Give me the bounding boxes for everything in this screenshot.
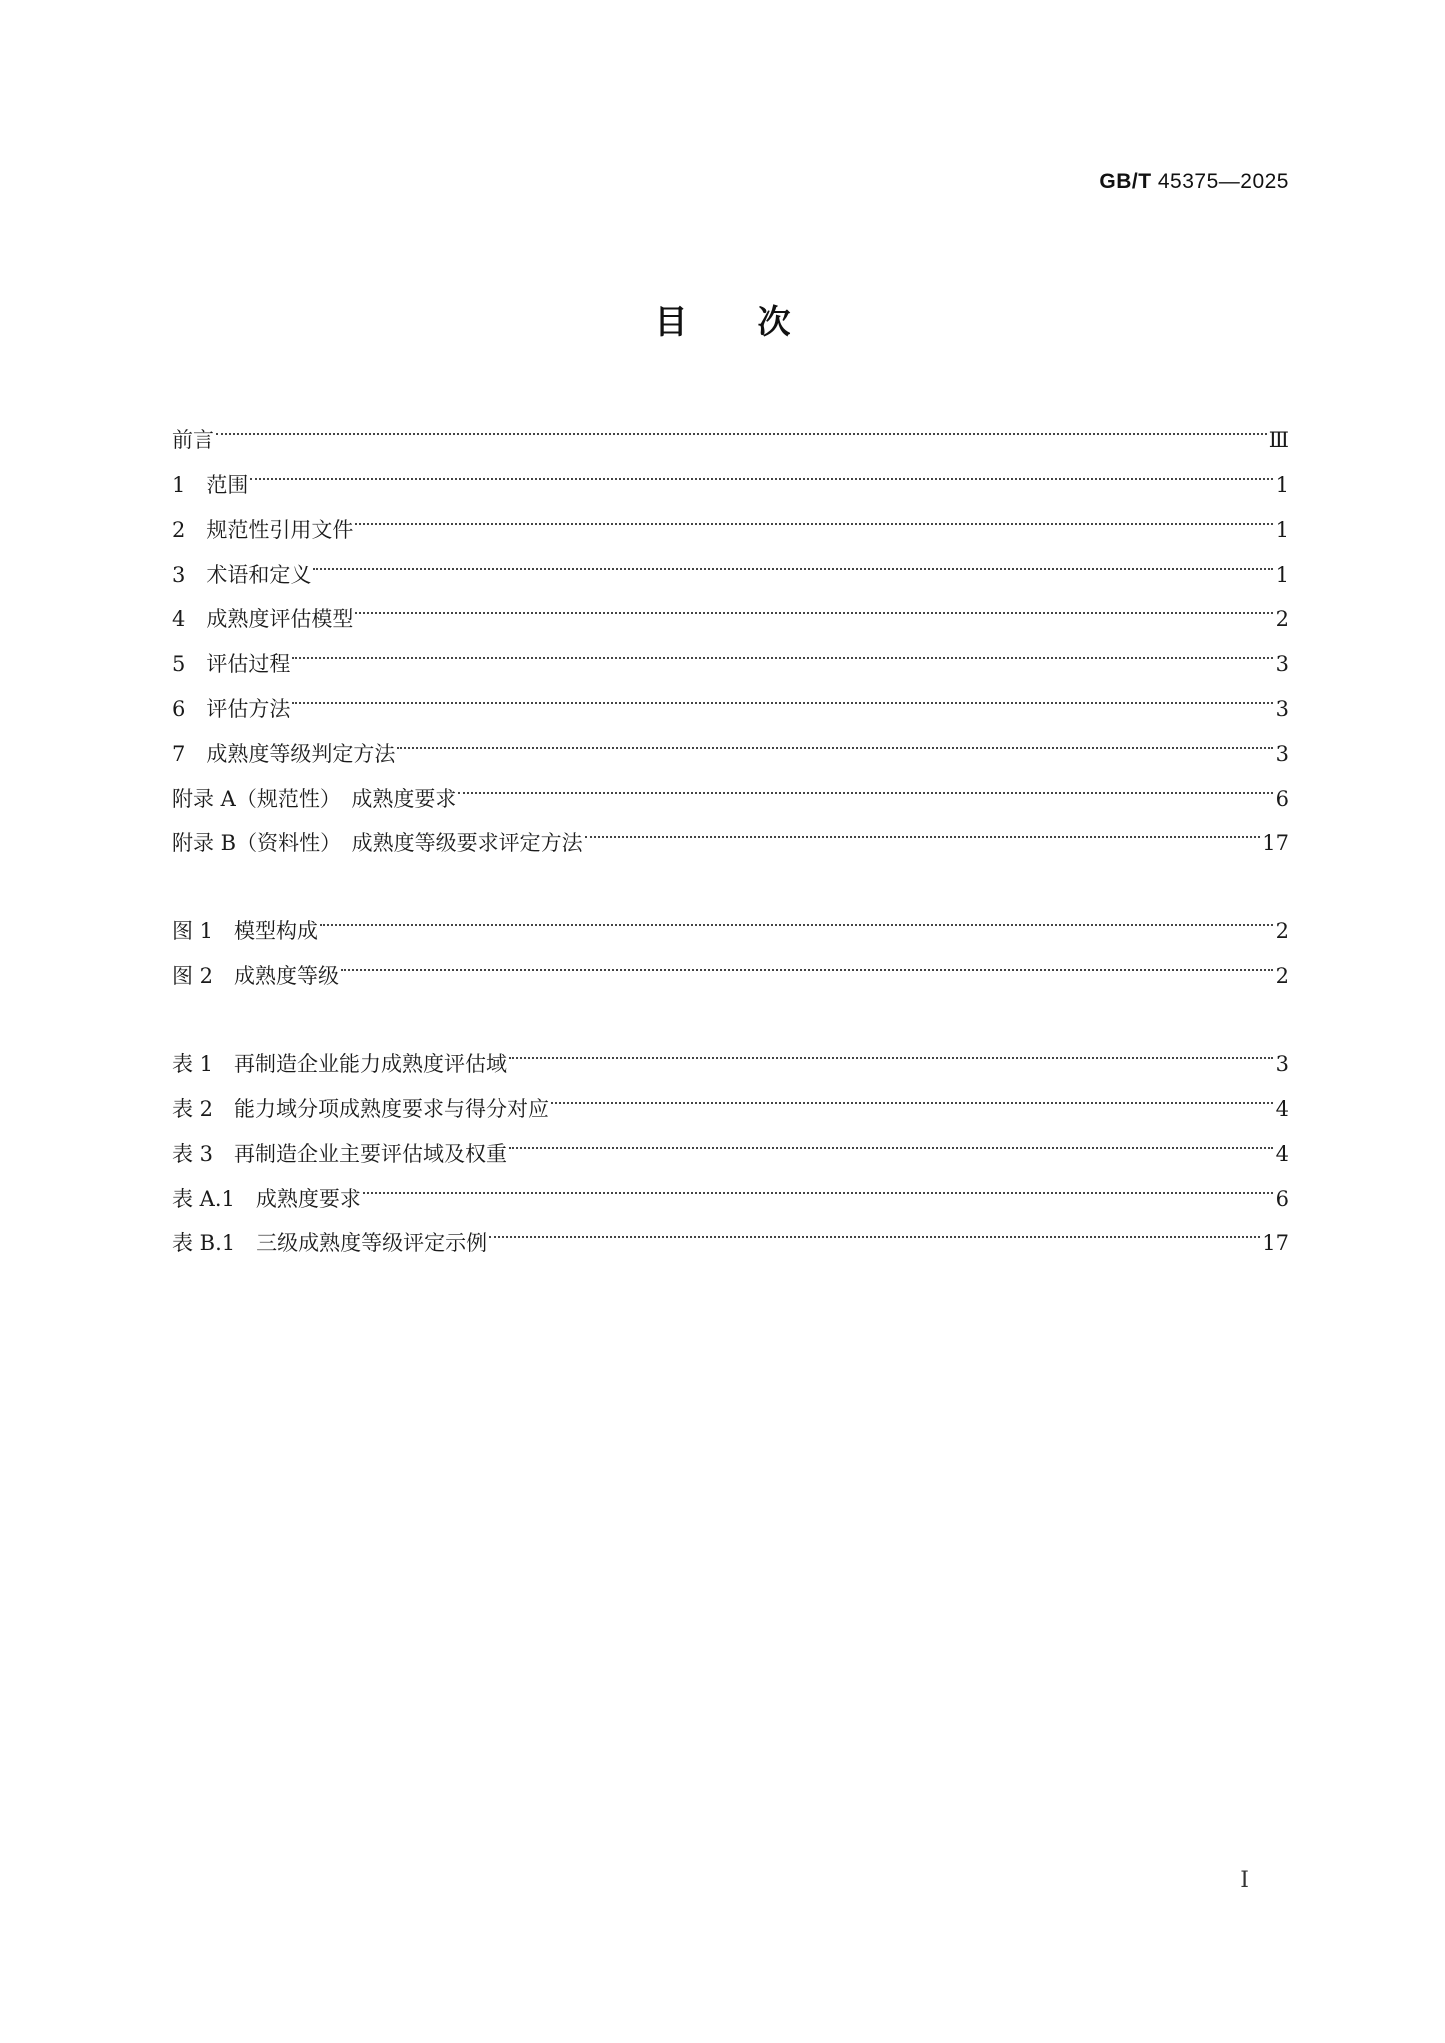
- toc-leader-dots: [489, 1216, 1260, 1250]
- toc-entry-scope[interactable]: [172, 458, 1289, 497]
- toc-entry-page: 1: [1275, 518, 1289, 542]
- toc-entry-foreword[interactable]: [172, 413, 1289, 452]
- toc-entry-page: 3: [1275, 742, 1289, 766]
- toc-entry-label: 图 1 模型构成: [172, 919, 319, 943]
- toc-entry-label: 附录 A（规范性） 成熟度要求: [172, 787, 457, 811]
- toc-entry-label: 表 3 再制造企业主要评估域及权重: [172, 1142, 508, 1166]
- toc-entry-table-1[interactable]: [172, 1037, 1289, 1076]
- toc-entry-label: 表 2 能力域分项成熟度要求与得分对应: [172, 1097, 550, 1121]
- toc-entry-label: 1 范围: [172, 473, 249, 497]
- toc-entry-table-b1[interactable]: [172, 1216, 1289, 1255]
- page-title: 目次: [654, 302, 861, 341]
- toc-leader-dots: [250, 458, 1273, 492]
- toc-entry-label: 5 评估过程: [172, 652, 291, 676]
- toc-entry-assessment-process[interactable]: [172, 637, 1289, 676]
- toc-entry-page: 2: [1275, 607, 1289, 631]
- toc-entry-label: 3 术语和定义: [172, 563, 312, 587]
- toc-entry-page: 6: [1275, 787, 1289, 811]
- toc-entry-label: 2 规范性引用文件: [172, 518, 354, 542]
- toc-entry-level-determination[interactable]: [172, 727, 1289, 766]
- toc-entry-page: 2: [1275, 919, 1289, 943]
- toc-entry-annex-b[interactable]: [172, 816, 1289, 855]
- toc-leader-dots: [341, 949, 1273, 983]
- toc-entry-page: Ⅲ: [1268, 428, 1289, 452]
- toc-entry-page: 3: [1275, 1052, 1289, 1076]
- toc-leader-dots: [292, 682, 1273, 716]
- toc-entry-label: 表 1 再制造企业能力成熟度评估域: [172, 1052, 508, 1076]
- toc-entry-normative-references[interactable]: [172, 503, 1289, 542]
- toc-leader-dots: [320, 904, 1273, 938]
- toc-entry-label: 7 成熟度等级判定方法: [172, 742, 396, 766]
- toc-entry-label: 6 评估方法: [172, 697, 291, 721]
- standard-prefix: GB/T: [1099, 170, 1152, 193]
- toc-entry-page: 1: [1275, 473, 1289, 497]
- toc-leader-dots: [363, 1172, 1273, 1206]
- toc-entry-assessment-method[interactable]: [172, 682, 1289, 721]
- toc-entry-page: 4: [1275, 1097, 1289, 1121]
- toc-leader-dots: [509, 1037, 1273, 1071]
- toc-entry-label: 表 A.1 成熟度要求: [172, 1187, 361, 1211]
- toc-leader-dots: [458, 772, 1273, 806]
- toc-leader-dots: [355, 503, 1273, 537]
- toc-leader-dots: [216, 413, 1267, 447]
- toc-entry-terms[interactable]: [172, 548, 1289, 587]
- toc-entry-table-3[interactable]: [172, 1127, 1289, 1166]
- toc-entry-page: 6: [1275, 1187, 1289, 1211]
- toc-leader-dots: [292, 637, 1273, 671]
- standard-code: [1099, 170, 1289, 194]
- toc-entry-label: 附录 B（资料性） 成熟度等级要求评定方法: [172, 831, 583, 855]
- toc-entry-table-a1[interactable]: [172, 1172, 1289, 1211]
- toc-entry-page: 17: [1262, 831, 1289, 855]
- toc-entry-page: 1: [1275, 563, 1289, 587]
- toc-entry-assessment-model[interactable]: [172, 592, 1289, 631]
- toc-entry-label: 前言: [172, 428, 214, 452]
- toc-entry-page: 3: [1275, 697, 1289, 721]
- toc-entry-figure-1[interactable]: [172, 904, 1289, 943]
- toc-entry-figure-2[interactable]: [172, 949, 1289, 988]
- toc-leader-dots: [585, 816, 1261, 850]
- toc-entry-table-2[interactable]: [172, 1082, 1289, 1121]
- toc-entry-label: 表 B.1 三级成熟度等级评定示例: [172, 1231, 488, 1255]
- toc-leader-dots: [313, 548, 1273, 582]
- page-number: Ⅰ: [1240, 1868, 1249, 1893]
- toc-entry-page: 2: [1275, 964, 1289, 988]
- toc-entry-page: 3: [1275, 652, 1289, 676]
- toc-entry-page: 4: [1275, 1142, 1289, 1166]
- toc-leader-dots: [551, 1082, 1273, 1116]
- toc-leader-dots: [509, 1127, 1273, 1161]
- toc-entry-page: 17: [1262, 1231, 1289, 1255]
- toc-entry-label: 图 2 成熟度等级: [172, 964, 340, 988]
- toc-leader-dots: [397, 727, 1273, 761]
- toc-entry-label: 4 成熟度评估模型: [172, 607, 354, 631]
- toc-leader-dots: [355, 592, 1273, 626]
- standard-number: 45375—2025: [1157, 170, 1289, 193]
- toc-entry-annex-a[interactable]: [172, 772, 1289, 811]
